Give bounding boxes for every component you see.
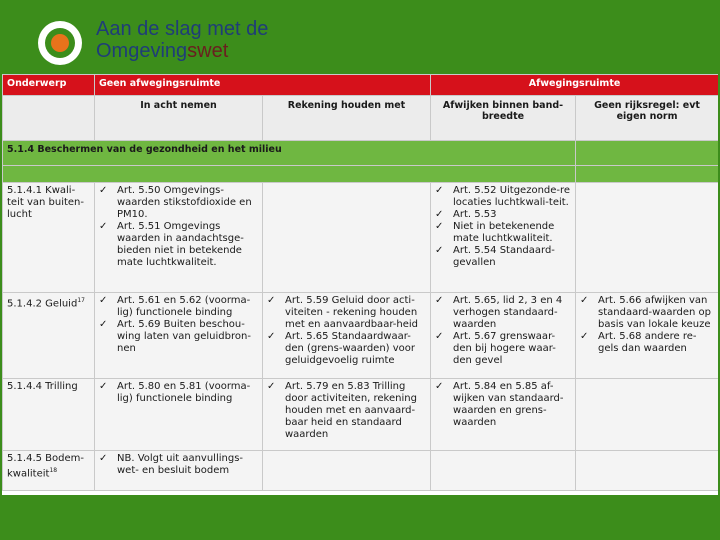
row-topic-text: 5.1.4.5 Bodem-kwaliteit [7, 453, 84, 480]
section-empty-cell [576, 141, 718, 166]
check-icon: ✓ [267, 331, 276, 342]
list-item-text: Art. 5.84 en 5.85 af-wijken van standaard-waarden en grens-waarden [453, 381, 564, 428]
check-icon: ✓ [435, 295, 444, 306]
table-header-row-1 [3, 75, 719, 96]
list-item-text: Art. 5.67 grenswaar-den bij hogere waar-den gevel [453, 331, 556, 366]
row-cell-geen [576, 379, 718, 451]
list-item [99, 453, 258, 477]
header-afwegingsruimte: Afwegingsruimte [431, 75, 718, 96]
header-afwijken-binnen-bandbreedte: Afwijken binnen band-breedte [431, 96, 576, 141]
check-icon: ✓ [580, 295, 589, 306]
list-item-text: Art. 5.65 Standaardwaar-den (grens-waarden) voor geluidgevoelig ruimte [285, 331, 416, 366]
row-cell-rekening [263, 293, 431, 379]
row-topic-footnote: 17 [77, 297, 85, 304]
row-cell-in-acht [95, 183, 263, 293]
slide-content [2, 74, 718, 495]
list-item-text: Art. 5.80 en 5.81 (voorma-lig) functionele binding [117, 381, 251, 404]
table-header-row-2 [3, 96, 719, 141]
check-icon: ✓ [435, 331, 444, 342]
list-item-text: Niet in betekenende mate luchtkwaliteit. [453, 221, 555, 244]
spacer-cell [3, 166, 576, 183]
title-line-1: Aan de slag met de [96, 18, 269, 40]
list-item-text: Art. 5.51 Omgevings waarden in aandachtsge-bieden niet in betekende mate luchtkwaliteit. [117, 221, 244, 268]
article-list [99, 295, 258, 355]
check-icon: ✓ [99, 319, 108, 330]
list-item [267, 295, 426, 331]
list-item-text: Art. 5.68 andere re-gels dan waarden [598, 331, 697, 354]
row-cell-geen [576, 293, 718, 379]
row-cell-afwijken [431, 379, 576, 451]
row-cell-afwijken [431, 183, 576, 293]
article-list [580, 295, 714, 355]
title-part-a: Omgeving [96, 40, 188, 62]
slide-footer [0, 495, 720, 540]
check-icon: ✓ [99, 221, 108, 232]
list-item-text: Art. 5.65, lid 2, 3 en 4 verhogen standaard-waarden [453, 295, 563, 330]
table-row [3, 451, 719, 491]
row-topic-text: 5.1.4.2 Geluid [7, 298, 78, 310]
header-empty [3, 96, 95, 141]
list-item [267, 381, 426, 441]
row-cell-afwijken [431, 293, 576, 379]
spacer-cell-end [576, 166, 718, 183]
list-item [99, 319, 258, 355]
article-list [267, 381, 426, 441]
article-list [99, 381, 258, 405]
table-row [3, 379, 719, 451]
title-line-2 [96, 40, 268, 62]
slide-title [96, 18, 268, 62]
row-cell-in-acht [95, 379, 263, 451]
list-item [435, 295, 571, 331]
spacer-row [3, 166, 719, 183]
article-list [435, 381, 571, 429]
list-item-text: Art. 5.53 [453, 209, 497, 220]
row-topic [3, 183, 95, 293]
header-in-acht-nemen: In acht nemen [95, 96, 263, 141]
check-icon: ✓ [435, 245, 444, 256]
list-item [580, 295, 714, 331]
list-item [435, 221, 571, 245]
row-cell-afwijken [431, 451, 576, 491]
header-geen-rijksregel: Geen rijksregel: evt eigen norm [576, 96, 718, 141]
list-item-text: Art. 5.52 Uitgezonde-re locaties luchtkwali-teit. [453, 185, 571, 208]
header-geen-afwegingsruimte: Geen afwegingsruimte [95, 75, 431, 96]
circle-logo-icon [38, 21, 82, 65]
article-list [435, 295, 571, 367]
row-topic-text: 5.1.4.1 Kwali-teit van buiten-lucht [7, 185, 84, 220]
check-icon: ✓ [435, 185, 444, 196]
list-item [99, 381, 258, 405]
list-item [435, 331, 571, 367]
article-list [435, 185, 571, 269]
list-item [435, 381, 571, 429]
check-icon: ✓ [99, 295, 108, 306]
title-part-b: swet [187, 40, 229, 62]
header-onderwerp: Onderwerp [3, 75, 95, 96]
list-item-text: Art. 5.61 en 5.62 (voorma-lig) functionele binding [117, 295, 251, 318]
table-row [3, 293, 719, 379]
row-cell-geen [576, 451, 718, 491]
list-item [99, 295, 258, 319]
row-cell-rekening [263, 183, 431, 293]
table-body [3, 183, 719, 491]
row-cell-geen [576, 183, 718, 293]
row-cell-in-acht [95, 451, 263, 491]
slide-header [0, 0, 720, 72]
row-cell-in-acht [95, 293, 263, 379]
section-row [3, 141, 719, 166]
check-icon: ✓ [99, 453, 108, 464]
list-item-text: NB. Volgt uit aanvullings-wet- en besluit bodem [117, 453, 244, 476]
row-topic [3, 379, 95, 451]
check-icon: ✓ [435, 209, 444, 220]
article-list [99, 453, 258, 477]
check-icon: ✓ [435, 381, 444, 392]
check-icon: ✓ [435, 221, 444, 232]
header-rekening-houden-met: Rekening houden met [263, 96, 431, 141]
list-item-text: Art. 5.66 afwijken van standaard-waarden op basis van lokale keuze [598, 295, 711, 330]
list-item-text: Art. 5.69 Buiten beschou-wing laten van geluidbron-nen [117, 319, 251, 354]
list-item [267, 331, 426, 367]
check-icon: ✓ [580, 331, 589, 342]
list-item [435, 209, 571, 221]
row-cell-rekening [263, 379, 431, 451]
check-icon: ✓ [267, 381, 276, 392]
row-topic [3, 451, 95, 491]
check-icon: ✓ [267, 295, 276, 306]
list-item [580, 331, 714, 355]
list-item [99, 221, 258, 269]
table-row [3, 183, 719, 293]
list-item [435, 185, 571, 209]
check-icon: ✓ [99, 185, 108, 196]
article-list [99, 185, 258, 269]
section-title: 5.1.4 Beschermen van de gezondheid en het milieu [3, 141, 576, 166]
list-item [99, 185, 258, 221]
row-topic [3, 293, 95, 379]
list-item-text: Art. 5.59 Geluid door acti-viteiten - rekening houden met en aanvaardbaar-heid [285, 295, 419, 330]
afwegingsruimte-table [2, 74, 718, 491]
row-topic-text: 5.1.4.4 Trilling [7, 381, 78, 392]
list-item-text: Art. 5.54 Standaard-gevallen [453, 245, 555, 268]
article-list [267, 295, 426, 367]
list-item [435, 245, 571, 269]
row-topic-footnote: 18 [49, 467, 58, 474]
list-item-text: Art. 5.50 Omgevings-waarden stikstofdioxide en PM10. [117, 185, 252, 220]
list-item-text: Art. 5.79 en 5.83 Trilling door activiteiten, rekening houden met en aanvaard-baar heid en standaard waarden [285, 381, 417, 440]
check-icon: ✓ [99, 381, 108, 392]
row-cell-rekening [263, 451, 431, 491]
